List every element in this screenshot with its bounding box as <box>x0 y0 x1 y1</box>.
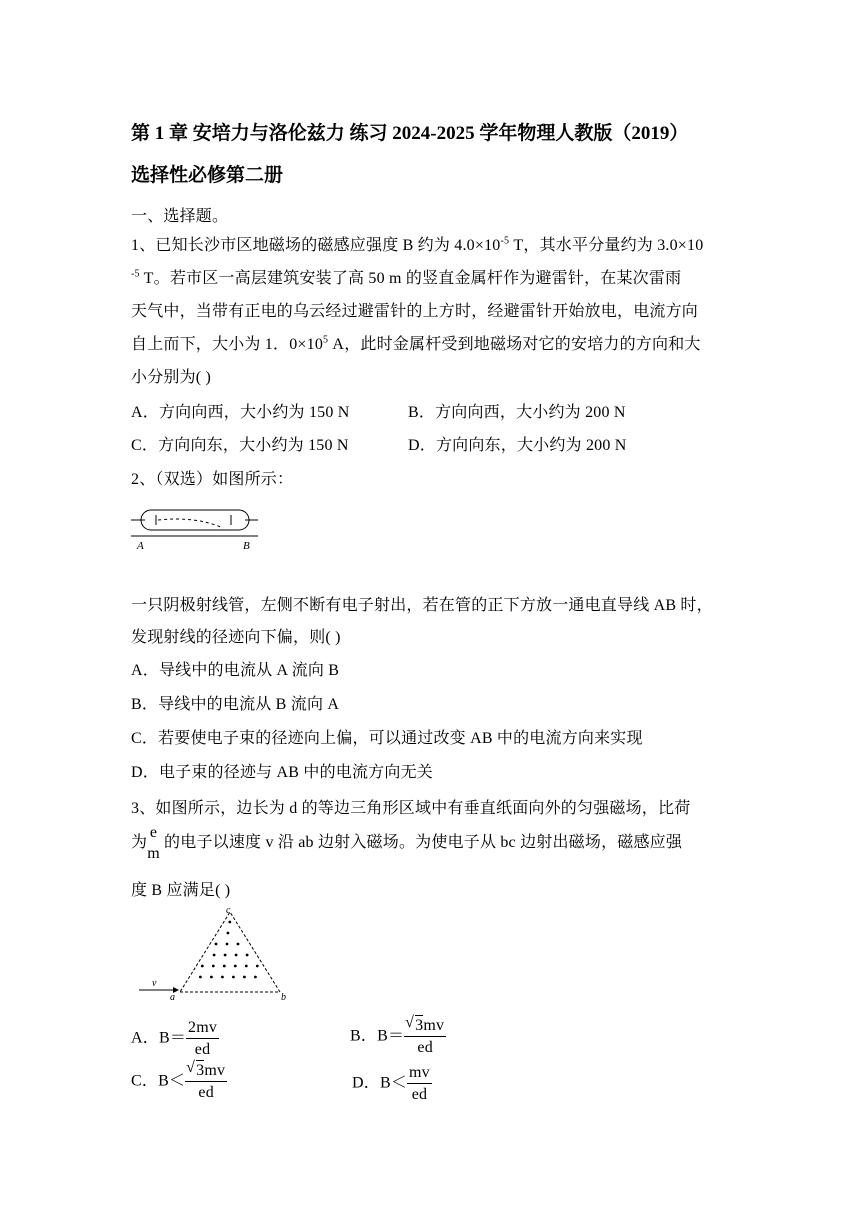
field-dot <box>210 976 213 979</box>
field-dot <box>227 932 230 935</box>
q1-line3: 天气中，当带有正电的乌云经过避雷针的上方时，经避雷针开始放电，电流方向 <box>131 303 699 320</box>
doc-title-line2: 选择性必修第二册 <box>131 165 284 186</box>
q1-line1 <box>131 232 703 255</box>
triangle-region <box>180 912 280 992</box>
option-c-numerator <box>185 1063 227 1082</box>
q1-line4 <box>131 331 701 354</box>
label-a-vertex: a <box>170 992 175 1002</box>
field-dot <box>235 954 238 957</box>
q3-line2 <box>131 825 682 862</box>
electron-beam-path <box>158 519 223 528</box>
field-dot <box>245 965 248 968</box>
q1-line5: 小分别为( ) <box>131 369 212 386</box>
q3-option-b-fraction <box>404 1018 446 1056</box>
field-dot <box>256 965 259 968</box>
option-b-numerator <box>404 1018 446 1037</box>
q3-option-b-label: B．B＝ <box>350 1027 405 1045</box>
label-v: v <box>152 978 157 989</box>
ratio-numerator: e <box>149 824 158 841</box>
q2-line1: 一只阴极射线管，左侧不断有电子射出，若在管的正下方放一通电直导线 AB 时， <box>131 597 713 614</box>
field-dot <box>234 965 237 968</box>
field-dot <box>254 976 257 979</box>
sqrt-radicand: 3 <box>415 1017 424 1034</box>
q1-exponent3: 5 <box>323 334 329 346</box>
q1-line2-text: T。若市区一高层建筑安装了高 50 m 的竖直金属杆作为避雷针，在某次雷雨 <box>139 270 682 287</box>
label-a: A <box>137 540 144 552</box>
q3-line3: 度 B 应满足( ) <box>131 882 231 899</box>
field-dot <box>201 965 204 968</box>
sqrt-radicand: 3 <box>196 1062 205 1079</box>
q3-line2-text: 的电子以速度 v 沿 ab 边射入磁场。为使电子从 bc 边射出磁场，磁感应强 <box>159 834 683 852</box>
q2-option-c: C．若要使电子束的径迹向上偏，可以通过改变 AB 中的电流方向来实现 <box>131 730 643 747</box>
option-b-numerator-text: mv <box>423 1017 445 1034</box>
q2-line2: 发现射线的径迹向下偏，则( ) <box>131 629 341 646</box>
field-dot <box>232 976 235 979</box>
field-dot <box>226 943 229 946</box>
label-b-vertex: b <box>281 992 286 1002</box>
sqrt-symbol <box>187 1063 204 1079</box>
section-heading: 一、选择题。 <box>131 208 229 225</box>
q3-option-d <box>352 1065 432 1103</box>
label-b: B <box>243 540 250 552</box>
option-d-numerator: mv <box>407 1065 432 1084</box>
q3-option-a-fraction <box>186 1020 219 1058</box>
field-dot <box>221 976 224 979</box>
field-dot <box>237 943 240 946</box>
q3-option-d-fraction <box>407 1065 432 1103</box>
q3-line2-prefix: 为 <box>131 834 148 852</box>
option-c-denominator: ed <box>198 1084 214 1101</box>
field-dot <box>246 954 249 957</box>
q1-exponent1: -5 <box>500 235 510 247</box>
q3-option-a <box>131 1020 219 1058</box>
option-c-numerator-text: mv <box>204 1062 226 1079</box>
q2-stem: 2、（双选）如图所示： <box>131 471 294 488</box>
q3-option-a-label: A．B＝ <box>131 1029 187 1047</box>
charge-mass-ratio <box>147 825 160 862</box>
field-dot <box>243 976 246 979</box>
q3-option-d-label: D．B＜ <box>352 1074 408 1092</box>
field-dot <box>199 976 202 979</box>
q1-option-a: A．方向向西，大小约为 150 N <box>131 404 350 421</box>
field-dot <box>228 921 231 924</box>
q1-line2 <box>131 265 681 288</box>
field-dot <box>215 943 218 946</box>
q3-line1: 3、如图所示，边长为 d 的等边三角形区域中有垂直纸面向外的匀强磁场，比荷 <box>131 800 691 817</box>
option-a-denominator: ed <box>194 1041 211 1058</box>
magnetic-field-dots <box>199 921 259 979</box>
ratio-denominator: m <box>147 845 160 862</box>
option-d-denominator: ed <box>411 1086 428 1103</box>
option-a-numerator: 2mv <box>186 1020 219 1039</box>
q1-option-d: D．方向向东，大小约为 200 N <box>408 437 627 454</box>
q1-option-b: B．方向向西，大小约为 200 N <box>408 404 626 421</box>
q2-option-d: D．电子束的径迹与 AB 中的电流方向无关 <box>131 764 433 781</box>
q1-exponent2: -5 <box>131 268 140 280</box>
q1-line1-text-b: T，其水平分量约为 3.0×10 <box>509 237 704 254</box>
field-dot <box>224 954 227 957</box>
cathode-ray-tube-figure <box>131 500 261 552</box>
triangle-field-figure <box>137 904 297 1002</box>
q2-option-a: A．导线中的电流从 A 流向 B <box>131 662 340 679</box>
q3-option-c <box>131 1063 227 1101</box>
q2-option-b: B．导线中的电流从 B 流向 A <box>131 696 340 713</box>
q1-option-c: C．方向向东，大小约为 150 N <box>131 437 349 454</box>
sqrt-symbol <box>406 1018 423 1034</box>
q3-option-c-fraction <box>185 1063 227 1101</box>
field-dot <box>223 965 226 968</box>
field-dot <box>212 965 215 968</box>
option-b-denominator: ed <box>417 1039 433 1056</box>
label-c-vertex: c <box>226 905 231 916</box>
field-dot <box>213 954 216 957</box>
q1-line4-text-b: A，此时金属杆受到地磁场对它的安培力的方向和大 <box>328 336 701 353</box>
doc-title-line1: 第 1 章 安培力与洛伦兹力 练习 2024-2025 学年物理人教版（2019） <box>131 123 689 144</box>
q3-option-c-label: C．B＜ <box>131 1072 186 1090</box>
q1-line4-text: 自上而下，大小为 1．0×10 <box>131 336 324 353</box>
q1-line1-text: 1、已知长沙市区地磁场的磁感应强度 B 约为 4.0×10 <box>131 237 501 254</box>
q3-option-b <box>350 1018 446 1056</box>
